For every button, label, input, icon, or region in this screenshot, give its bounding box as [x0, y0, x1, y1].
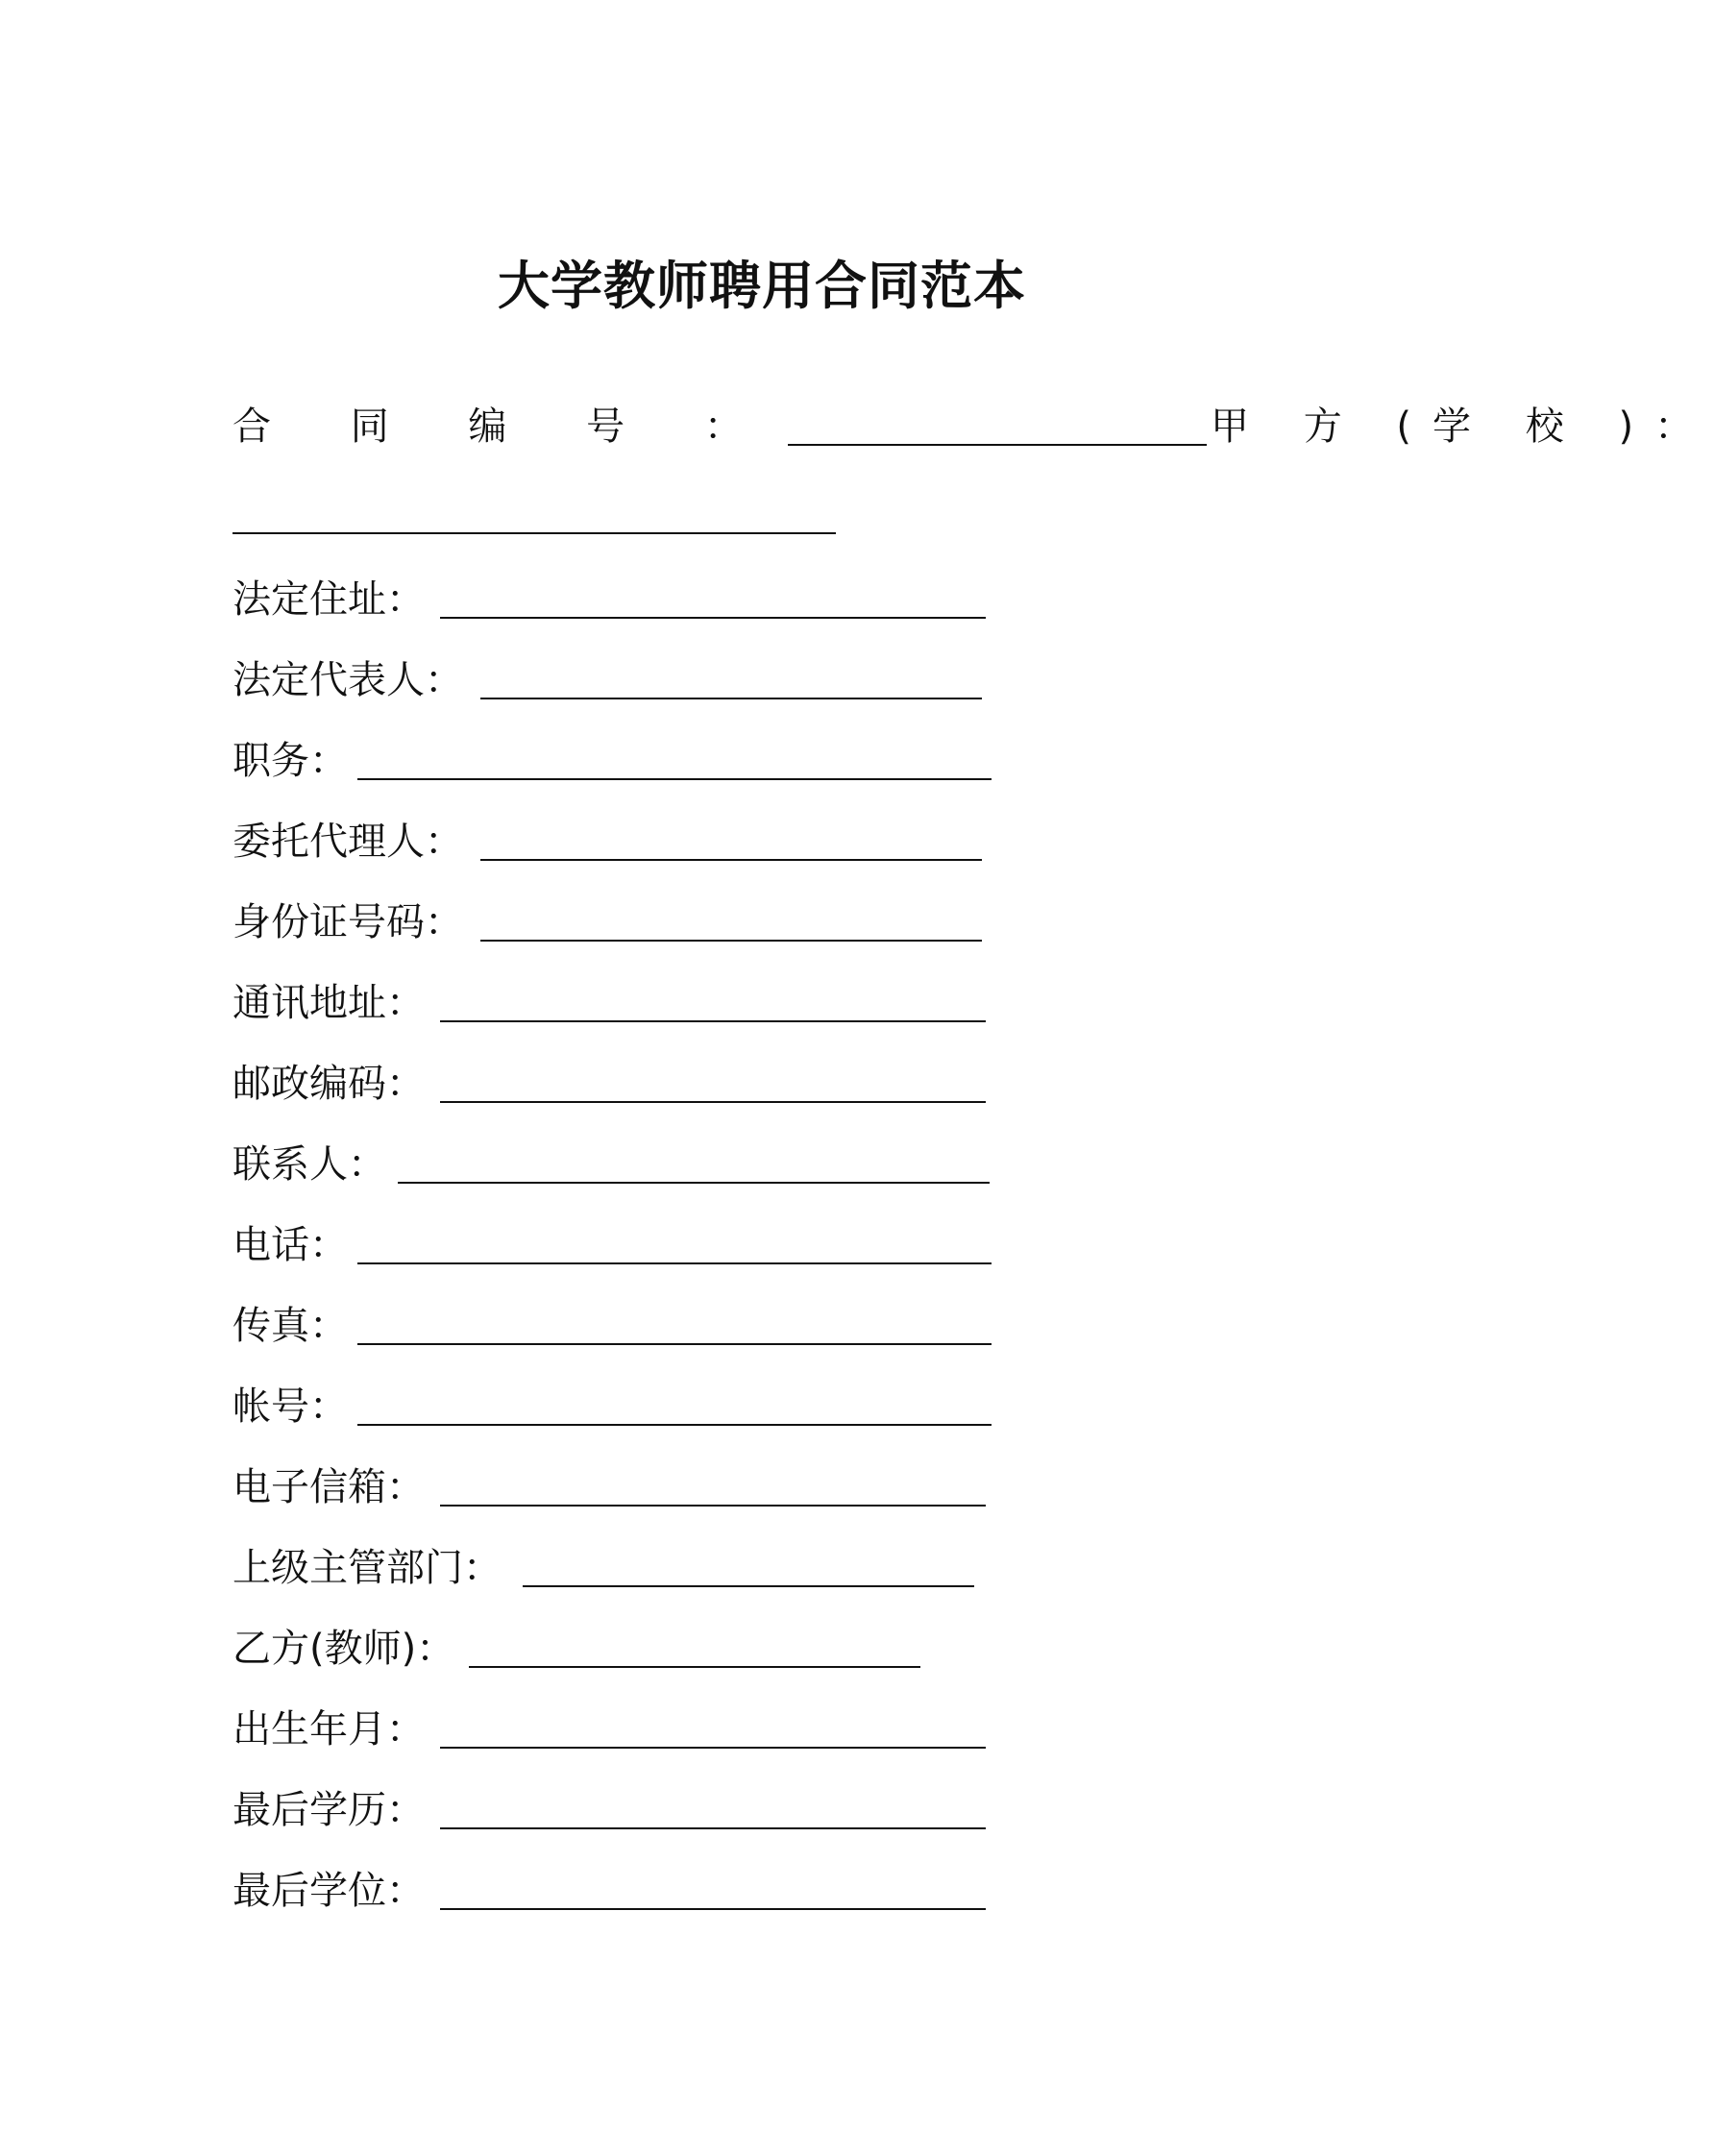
- field-mailing-address: [233, 972, 425, 1026]
- field-blank[interactable]: [469, 1666, 920, 1668]
- document-title: 大学教师聘用合同范本: [498, 256, 1026, 316]
- field-blank[interactable]: [440, 1020, 986, 1022]
- field-blank[interactable]: [357, 1262, 992, 1264]
- field-blank[interactable]: [480, 698, 982, 699]
- field-blank[interactable]: [440, 1827, 986, 1829]
- field-blank[interactable]: [440, 1908, 986, 1910]
- field-highest-education: [233, 1779, 425, 1833]
- contract-number-label: 合 同 编 号 ：: [233, 404, 776, 449]
- field-label: 乙方(教师)：: [233, 1627, 455, 1671]
- field-label: 电子信箱：: [233, 1465, 425, 1509]
- field-blank[interactable]: [357, 1424, 992, 1426]
- field-supervisor-dept: [233, 1537, 502, 1591]
- field-label: 传真：: [233, 1304, 348, 1348]
- field-label: 委托代理人：: [233, 820, 463, 864]
- field-label: 电话：: [233, 1223, 348, 1267]
- field-blank[interactable]: [357, 1343, 992, 1345]
- field-label: 最后学历：: [233, 1788, 425, 1832]
- field-label: 职务：: [233, 739, 348, 783]
- field-label: 出生年月：: [233, 1707, 425, 1752]
- field-fax: [233, 1295, 348, 1349]
- field-label: 上级主管部门：: [233, 1546, 502, 1590]
- field-blank[interactable]: [480, 940, 982, 942]
- field-label: 法定住址：: [233, 577, 425, 622]
- field-email: [233, 1457, 425, 1510]
- field-highest-degree: [233, 1860, 425, 1914]
- field-birth-date: [233, 1699, 425, 1752]
- field-label: 邮政编码：: [233, 1062, 425, 1106]
- field-position: [233, 730, 348, 784]
- party-a-label: 甲 方 (学 校 )：: [1211, 404, 1714, 449]
- field-account: [233, 1376, 348, 1430]
- field-label: 法定代表人：: [233, 658, 463, 702]
- contract-number-blank[interactable]: [788, 444, 1207, 446]
- field-party-b-teacher: [233, 1618, 454, 1672]
- field-id-number: [233, 892, 463, 945]
- field-label: 最后学位：: [233, 1869, 425, 1913]
- field-blank[interactable]: [523, 1585, 974, 1587]
- field-legal-address: [233, 569, 425, 623]
- field-blank[interactable]: [398, 1182, 990, 1184]
- field-blank[interactable]: [440, 617, 986, 619]
- field-contact-person: [233, 1134, 386, 1188]
- field-label: 通讯地址：: [233, 981, 425, 1025]
- field-label: 帐号：: [233, 1384, 348, 1429]
- contract-number-row: [233, 396, 1714, 453]
- field-phone: [233, 1214, 348, 1268]
- field-blank[interactable]: [357, 778, 992, 780]
- party-a-name-blank[interactable]: [233, 532, 836, 534]
- field-blank[interactable]: [440, 1747, 986, 1749]
- field-blank[interactable]: [440, 1101, 986, 1103]
- field-postal-code: [233, 1053, 425, 1107]
- field-entrusted-agent: [233, 811, 463, 865]
- field-legal-representative: [233, 649, 463, 703]
- field-blank[interactable]: [440, 1505, 986, 1507]
- field-blank[interactable]: [480, 859, 982, 861]
- field-label: 联系人：: [233, 1142, 386, 1187]
- field-label: 身份证号码：: [233, 900, 463, 944]
